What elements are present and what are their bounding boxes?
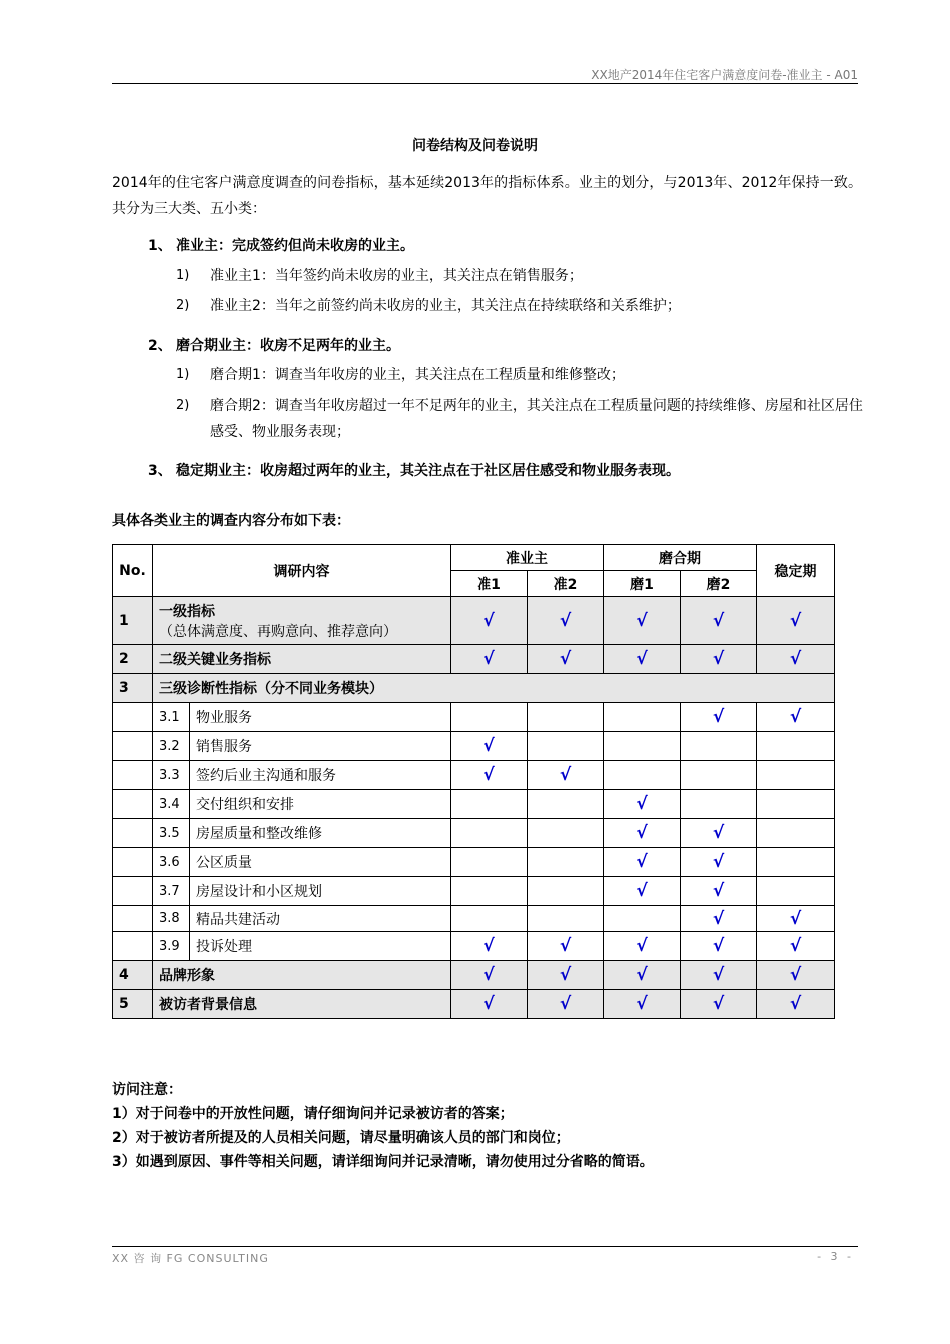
check-mark: √ [451, 961, 528, 990]
document-title: 问卷结构及问卷说明 [412, 138, 538, 154]
page-header: XX地产2014年住宅客户满意度问卷-准业主 - A01 [591, 68, 858, 82]
row-label: 投诉处理 [190, 932, 451, 961]
notes-title: 访问注意： [112, 1082, 182, 1098]
check-mark: √ [604, 932, 681, 961]
footer-company: XX 咨 询 FG CONSULTING [112, 1252, 269, 1265]
row-label: 交付组织和安排 [190, 790, 451, 819]
row-label: 签约后业主沟通和服务 [190, 761, 451, 790]
section-1-heading [148, 235, 414, 255]
row-label: 物业服务 [190, 703, 451, 732]
table-row [113, 597, 835, 645]
section-number: 1、 [148, 238, 172, 254]
row-number: 3.2 [153, 732, 190, 761]
row-number: 3.3 [153, 761, 190, 790]
section-1-item-2 [176, 293, 866, 319]
table-row [113, 848, 835, 877]
check-mark: √ [604, 645, 681, 674]
item-number: 2) [176, 398, 190, 413]
section-2-heading [148, 335, 400, 355]
table-row [113, 961, 835, 990]
section-2-item-2 [176, 393, 866, 445]
row-label: 房屋质量和整改维修 [190, 819, 451, 848]
item-text: 准业主1：当年签约尚未收房的业主，其关注点在销售服务； [210, 268, 583, 284]
row-number: 3.1 [153, 703, 190, 732]
row-number: 1 [113, 597, 153, 645]
check-mark: √ [604, 848, 681, 877]
row-number: 2 [113, 645, 153, 674]
header-group-prospective-owner: 准业主 [451, 545, 604, 571]
check-mark: √ [757, 703, 835, 732]
page-number: - 3 - [817, 1250, 854, 1263]
row-number: 3.7 [153, 877, 190, 906]
check-mark: √ [604, 877, 681, 906]
table-row [113, 674, 835, 703]
check-mark: √ [451, 645, 528, 674]
check-mark: √ [604, 790, 681, 819]
header-group-run-in: 磨合期 [604, 545, 757, 571]
check-mark: √ [681, 990, 757, 1019]
note-item: 2）对于被访者所提及的人员相关问题，请尽量明确该人员的部门和岗位； [112, 1130, 570, 1146]
table-row [113, 732, 835, 761]
item-number: 1) [176, 268, 190, 283]
check-mark: √ [528, 761, 604, 790]
table-row [113, 703, 835, 732]
check-mark: √ [451, 990, 528, 1019]
row-label: 三级诊断性指标（分不同业务模块） [153, 674, 835, 703]
row-label: 被访者背景信息 [153, 990, 451, 1019]
check-mark: √ [451, 932, 528, 961]
table-row [113, 790, 835, 819]
check-mark: √ [757, 645, 835, 674]
row-label-text: 一级指标 [159, 603, 215, 620]
check-mark: √ [604, 597, 681, 645]
check-mark: √ [757, 961, 835, 990]
row-number: 3.8 [153, 906, 190, 932]
table-row [113, 761, 835, 790]
check-mark: √ [604, 819, 681, 848]
table-row [113, 877, 835, 906]
check-mark: √ [681, 703, 757, 732]
row-number: 4 [113, 961, 153, 990]
header-sub-4: 磨2 [681, 571, 757, 597]
header-content: 调研内容 [153, 545, 451, 597]
table-row [113, 645, 835, 674]
header-sub-1: 准1 [451, 571, 528, 597]
check-mark: √ [681, 645, 757, 674]
intro-paragraph: 2014年的住宅客户满意度调查的问卷指标，基本延续2013年的指标体系。业主的划分，与2013年、2012年保持一致。共分为三大类、五小类： [112, 175, 862, 217]
check-mark: √ [681, 932, 757, 961]
check-mark: √ [757, 932, 835, 961]
section-label: 磨合期业主：收房不足两年的业主。 [176, 338, 400, 354]
check-mark: √ [604, 990, 681, 1019]
footer-divider [112, 1246, 858, 1247]
check-mark: √ [528, 990, 604, 1019]
header-group-stable: 稳定期 [757, 545, 835, 597]
table-caption: 具体各类业主的调查内容分布如下表： [112, 513, 350, 529]
check-mark: √ [681, 877, 757, 906]
section-1-item-1 [176, 263, 866, 289]
row-label: 二级关键业务指标 [153, 645, 451, 674]
table-header-row [113, 545, 835, 571]
section-number: 3、 [148, 463, 172, 479]
row-number: 3.9 [153, 932, 190, 961]
survey-content-table [112, 544, 835, 1019]
table-row [113, 906, 835, 932]
row-label: 公区质量 [190, 848, 451, 877]
row-number: 3 [113, 674, 153, 703]
header-divider [112, 83, 858, 84]
section-3-heading [148, 460, 680, 480]
check-mark: √ [528, 645, 604, 674]
item-text: 磨合期1：调查当年收房的业主，其关注点在工程质量和维修整改； [210, 367, 625, 383]
row-label: 销售服务 [190, 732, 451, 761]
section-number: 2、 [148, 338, 172, 354]
check-mark: √ [681, 819, 757, 848]
row-number: 3.5 [153, 819, 190, 848]
section-label: 准业主：完成签约但尚未收房的业主。 [176, 238, 414, 254]
check-mark: √ [757, 990, 835, 1019]
row-number: 5 [113, 990, 153, 1019]
check-mark: √ [681, 961, 757, 990]
item-text: 磨合期2：调查当年收房超过一年不足两年的业主，其关注点在工程质量问题的持续维修、房屋和社区居住感受、物业服务表现； [210, 398, 863, 440]
table-row [113, 932, 835, 961]
check-mark: √ [681, 597, 757, 645]
item-number: 2) [176, 298, 190, 313]
header-no: No. [113, 545, 153, 597]
table-row [113, 990, 835, 1019]
row-label: 品牌形象 [153, 961, 451, 990]
check-mark: √ [451, 732, 528, 761]
note-item: 3）如遇到原因、事件等相关问题，请详细询问并记录清晰，请勿使用过分省略的简语。 [112, 1154, 654, 1170]
section-label: 稳定期业主：收房超过两年的业主，其关注点在于社区居住感受和物业服务表现。 [176, 463, 680, 479]
check-mark: √ [681, 906, 757, 932]
interview-notes [112, 1078, 654, 1174]
item-text: 准业主2：当年之前签约尚未收房的业主，其关注点在持续联络和关系维护； [210, 298, 681, 314]
check-mark: √ [757, 906, 835, 932]
item-number: 1) [176, 367, 190, 382]
row-number: 3.6 [153, 848, 190, 877]
check-mark: √ [451, 761, 528, 790]
check-mark: √ [757, 597, 835, 645]
row-label-note: （总体满意度、再购意向、推荐意向） [159, 623, 397, 640]
row-label [153, 597, 451, 645]
check-mark: √ [604, 961, 681, 990]
check-mark: √ [528, 961, 604, 990]
header-sub-2: 准2 [528, 571, 604, 597]
check-mark: √ [528, 932, 604, 961]
check-mark: √ [681, 848, 757, 877]
section-2-item-1 [176, 362, 866, 388]
check-mark: √ [451, 597, 528, 645]
note-item: 1）对于问卷中的开放性问题，请仔细询问并记录被访者的答案； [112, 1106, 514, 1122]
row-label: 精品共建活动 [190, 906, 451, 932]
row-label: 房屋设计和小区规划 [190, 877, 451, 906]
table-row [113, 819, 835, 848]
row-number: 3.4 [153, 790, 190, 819]
header-sub-3: 磨1 [604, 571, 681, 597]
check-mark: √ [528, 597, 604, 645]
